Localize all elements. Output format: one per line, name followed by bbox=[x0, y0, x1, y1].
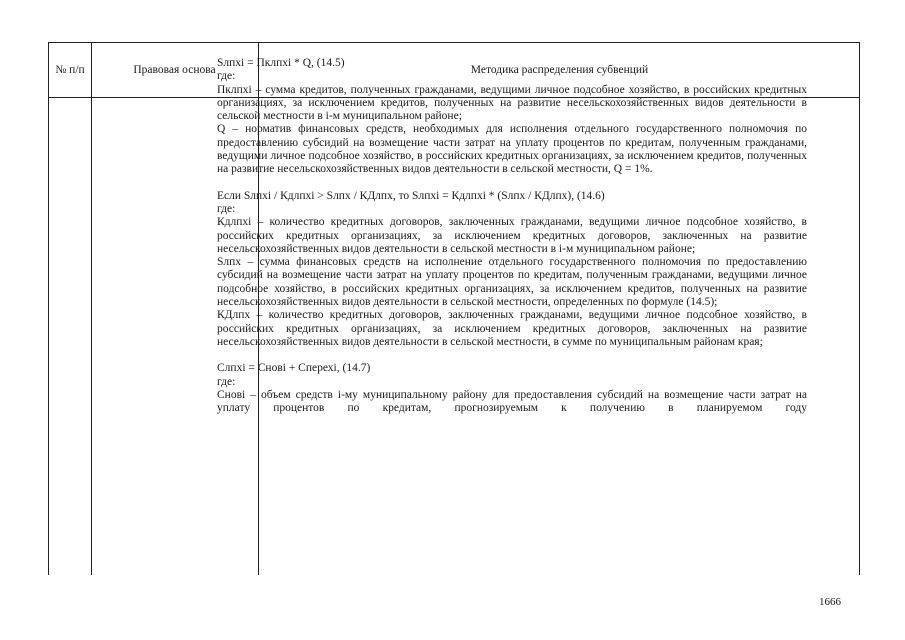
page-number: 1666 bbox=[819, 596, 841, 608]
definition-slpx: Sлпх – сумма финансовых средств на исполнение отдельного государственного полномочия по предоставлению субсидий на возмещение части затрат на уплату процентов по кредитам, полученным гражданами, ведущими личное подсобное хозяйство, в российских кредитных организациях, за исключением кредитов, полученных на развитие несельскохозяйственных видов деятельности в сельской местности, определенных по формуле (14.5); bbox=[217, 256, 807, 309]
column-divider bbox=[91, 43, 92, 575]
method-cell bbox=[217, 57, 807, 415]
where-label: где: bbox=[217, 202, 236, 215]
formula-14-5: Sлпхi = Пклпхi * Q, (14.5) bbox=[217, 57, 345, 69]
definition-q: Q – норматив финансовых средств, необходимых для исполнения отдельного государственного полномочия по предоставлению субсидий на возмещение части затрат на уплату процентов по кредитам, полученным гражданами, ведущими личное подсобное хозяйство, в российских кредитных организациях, за исключением кредитов, полученных на развитие несельскохозяйственных видов деятельности в сельской местности, Q = 1%. bbox=[217, 123, 807, 176]
header-legal-basis: Правовая основа bbox=[133, 64, 216, 76]
definition-pklpxi: Пклпхi – сумма кредитов, полученных гражданами, ведущими личное подсобное хозяйство, в российских кредитных организациях, за исключением кредитов, полученных на развитие несельскохозяйственных видов деятельности в сельской местности в i-м муниципальном районе; bbox=[217, 83, 807, 123]
where-label: где: bbox=[217, 70, 236, 83]
definition-kdlpxi: Кдлпхi – количество кредитных договоров, заключенных гражданами, ведущими личное подсобное хозяйство, в российских кредитных организациях, за исключением кредитных договоров, заключенных на развитие несельскохозяйственных видов деятельности в сельской местности в i-м муниципальном районе; bbox=[217, 216, 807, 255]
header-number: № п/п bbox=[55, 64, 85, 76]
formula-14-7: Слпхi = Снові + Сперехі, (14.7) bbox=[217, 362, 371, 375]
where-label: где: bbox=[217, 375, 236, 388]
definition-kdlpx: КДлпх – количество кредитных договоров, заключенных гражданами, ведущими личное подсобное хозяйство, в российских кредитных организациях, за исключением кредитных договоров, заключенных на развитие несельскохозяйственных видов деятельности в сельской местности, в сумме по муниципальным районам края; bbox=[217, 309, 807, 348]
header-method: Методика распределения субвенций bbox=[470, 64, 649, 76]
formula-14-6: Если Sлпхi / Кдлпхi > Sлпх / КДлпх, то Sлпхi = Кдлпхi * (Sлпх / КДлпх), (14.6) bbox=[217, 189, 605, 202]
definition-snovi: Снові – объем средств i-му муниципальному району для предоставления субсидий на возмещение части затрат на уплату процентов по кредитам, прогнозируемым к получению в планируемом году bbox=[217, 388, 807, 415]
